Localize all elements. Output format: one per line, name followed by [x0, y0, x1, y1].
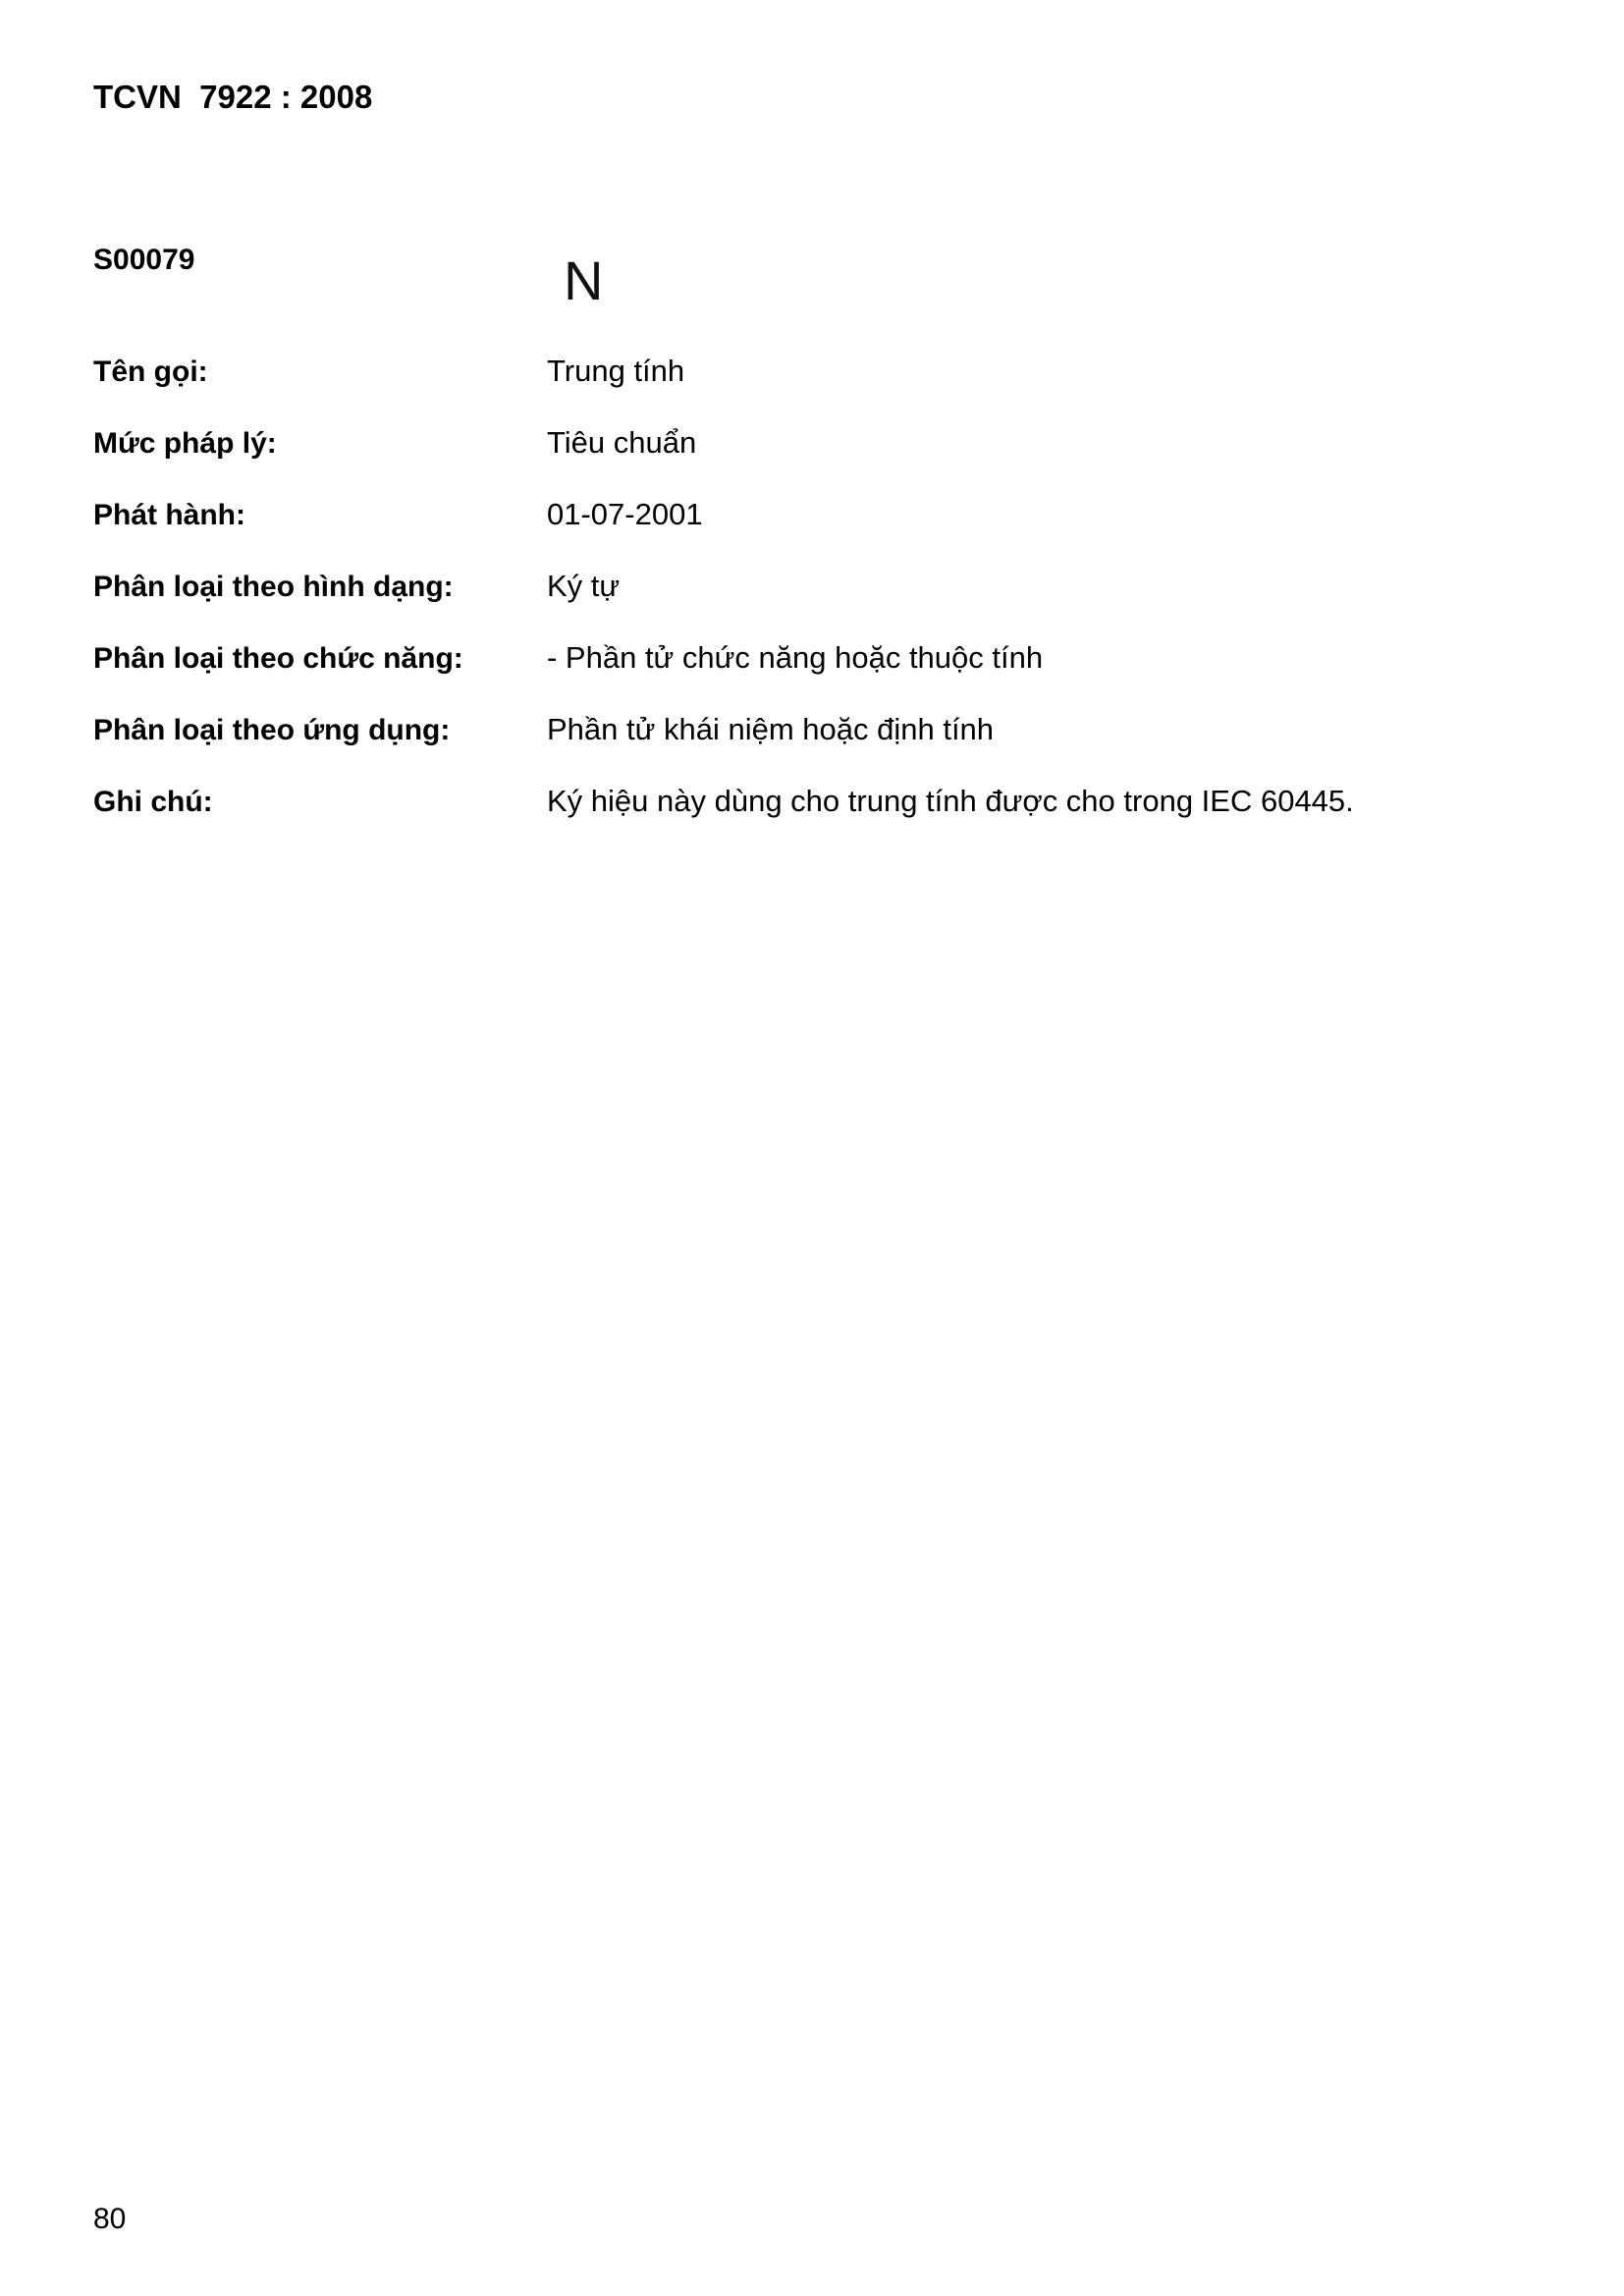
property-row-legal-level: [93, 427, 1546, 499]
symbol-id: S00079: [93, 244, 195, 276]
property-label: Phát hành:: [93, 499, 245, 531]
property-row-note: [93, 786, 1546, 857]
property-label: Ghi chú:: [93, 786, 213, 818]
page-number: 80: [93, 2203, 127, 2235]
property-value: Tiêu chuẩn: [547, 425, 697, 460]
property-row-name: [93, 355, 1546, 427]
property-label: Tên gọi:: [93, 355, 208, 388]
property-value: Trung tính: [547, 354, 685, 388]
property-label: Phân loại theo chức năng:: [93, 642, 463, 675]
property-row-application-class: [93, 714, 1546, 786]
property-row-release-date: [93, 499, 1546, 571]
property-label: Mức pháp lý:: [93, 427, 277, 460]
property-label: Phân loại theo ứng dụng:: [93, 714, 451, 746]
standard-code: TCVN 7922 : 2008: [93, 79, 373, 115]
property-value: 01-07-2001: [547, 497, 703, 531]
property-row-shape-class: [93, 571, 1546, 642]
property-row-function-class: [93, 642, 1546, 714]
property-label: Phân loại theo hình dạng:: [93, 571, 454, 603]
property-value: Ký hiệu này dùng cho trung tính được cho trong IEC 60445.: [547, 784, 1354, 818]
symbol-glyph: N: [564, 249, 604, 311]
property-list: [93, 355, 1546, 857]
property-value: - Phần tử chức năng hoặc thuộc tính: [547, 640, 1044, 675]
property-value: Ký tự: [547, 569, 621, 603]
property-value: Phần tử khái niệm hoặc định tính: [547, 712, 995, 746]
